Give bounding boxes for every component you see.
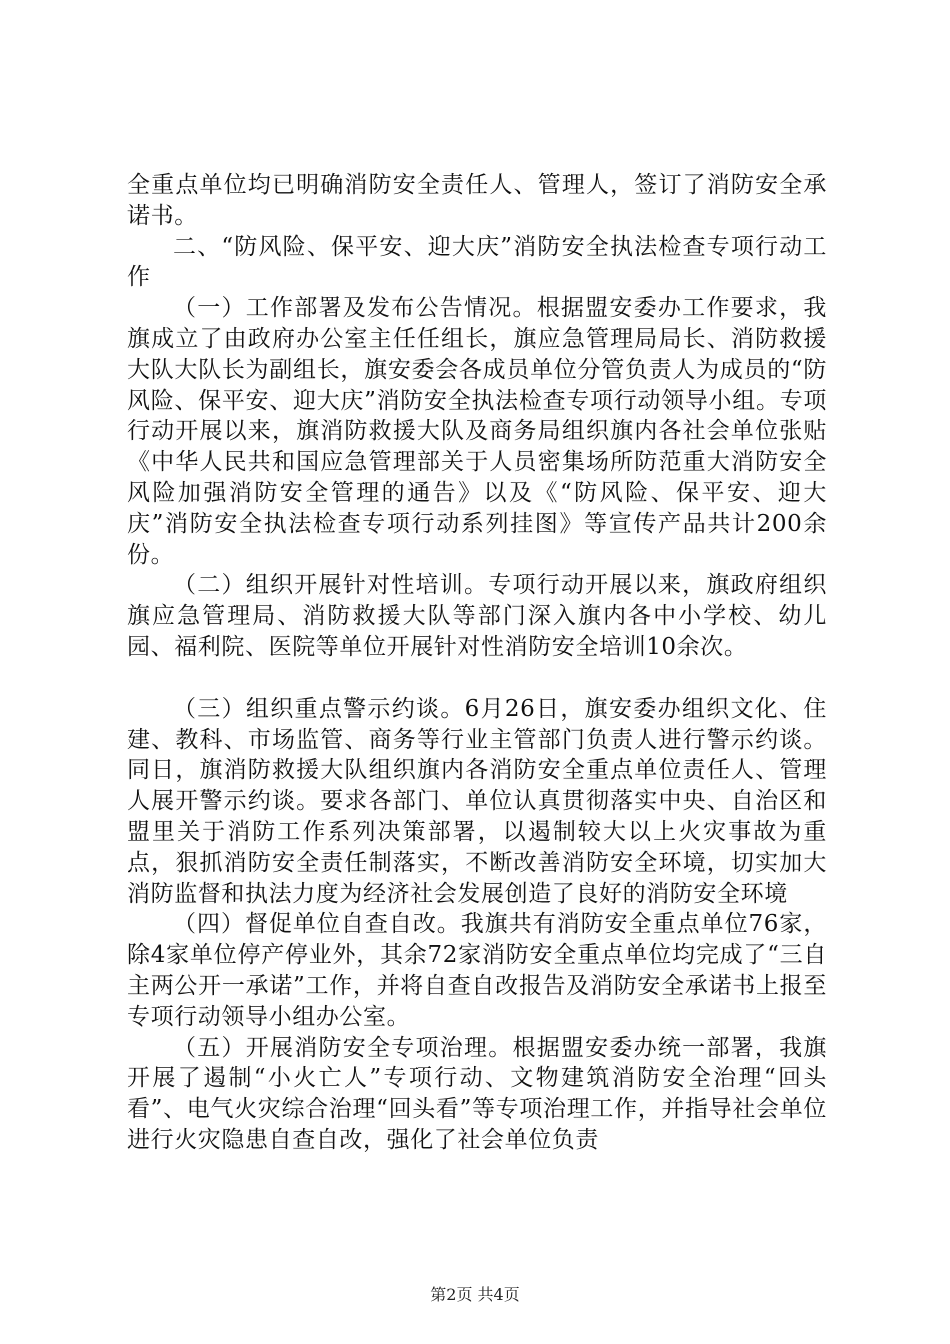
paragraph-special-governance: （五）开展消防安全专项治理。根据盟安委办统一部署，我旗开展了遏制“小火亡人”专项行动、文物建筑消防安全治理“回头看”、电气火灾综合治理“回头看”等专项治理工作，并指导社会单位进行火灾隐患自查自改，强化了社会单位负责	[127, 1034, 827, 1153]
document-body	[127, 170, 827, 1156]
paragraph-warning-talks: （三）组织重点警示约谈。6月26日，旗安委办组织文化、住建、教科、市场监管、商务等行业主管部门负责人进行警示约谈。同日，旗消防救援大队组织旗内各消防安全重点单位责任人、管理人展开警示约谈。要求各部门、单位认真贯彻落实中央、自治区和盟里关于消防工作系列决策部署，以遏制较大以上火灾事故为重点，狠抓消防安全责任制落实，不断改善消防安全环境，切实加大消防监督和执法力度为经济社会发展创造了良好的消防安全环境	[127, 695, 827, 907]
paragraph-self-inspection: （四）督促单位自查自改。我旗共有消防安全重点单位76家，除4家单位停产停业外，其余72家消防安全重点单位均完成了“三自主两公开一承诺”工作，并将自查自改报告及消防安全承诺书上报至专项行动领导小组办公室。	[127, 911, 827, 1030]
paragraph-continuation: 全重点单位均已明确消防安全责任人、管理人，签订了消防安全承诺书。	[127, 172, 827, 229]
page-number-footer: 第2页 共4页	[430, 1285, 520, 1304]
blank-line	[127, 663, 827, 694]
section-heading: 二、“防风险、保平安、迎大庆”消防安全执法检查专项行动工作	[127, 233, 827, 291]
paragraph-work-deployment: （一）工作部署及发布公告情况。根据盟安委办工作要求，我旗成立了由政府办公室主任任组长，旗应急管理局局长、消防救援大队大队长为副组长，旗安委会各成员单位分管负责人为成员的“防风险、保平安、迎大庆”消防安全执法检查专项行动领导小组。专项行动开展以来，旗消防救援大队及商务局组织旗内各社会单位张贴《中华人民共和国应急管理部关于人员密集场所防范重大消防安全风险加强消防安全管理的通告》以及《“防风险、保平安、迎大庆”消防安全执法检查专项行动系列挂图》等宣传产品共计200余份。	[127, 295, 827, 568]
paragraph-training: （二）组织开展针对性培训。专项行动开展以来，旗政府组织旗应急管理局、消防救援大队等部门深入旗内各中小学校、幼儿园、福利院、医院等单位开展针对性消防安全培训10余次。	[127, 572, 827, 660]
